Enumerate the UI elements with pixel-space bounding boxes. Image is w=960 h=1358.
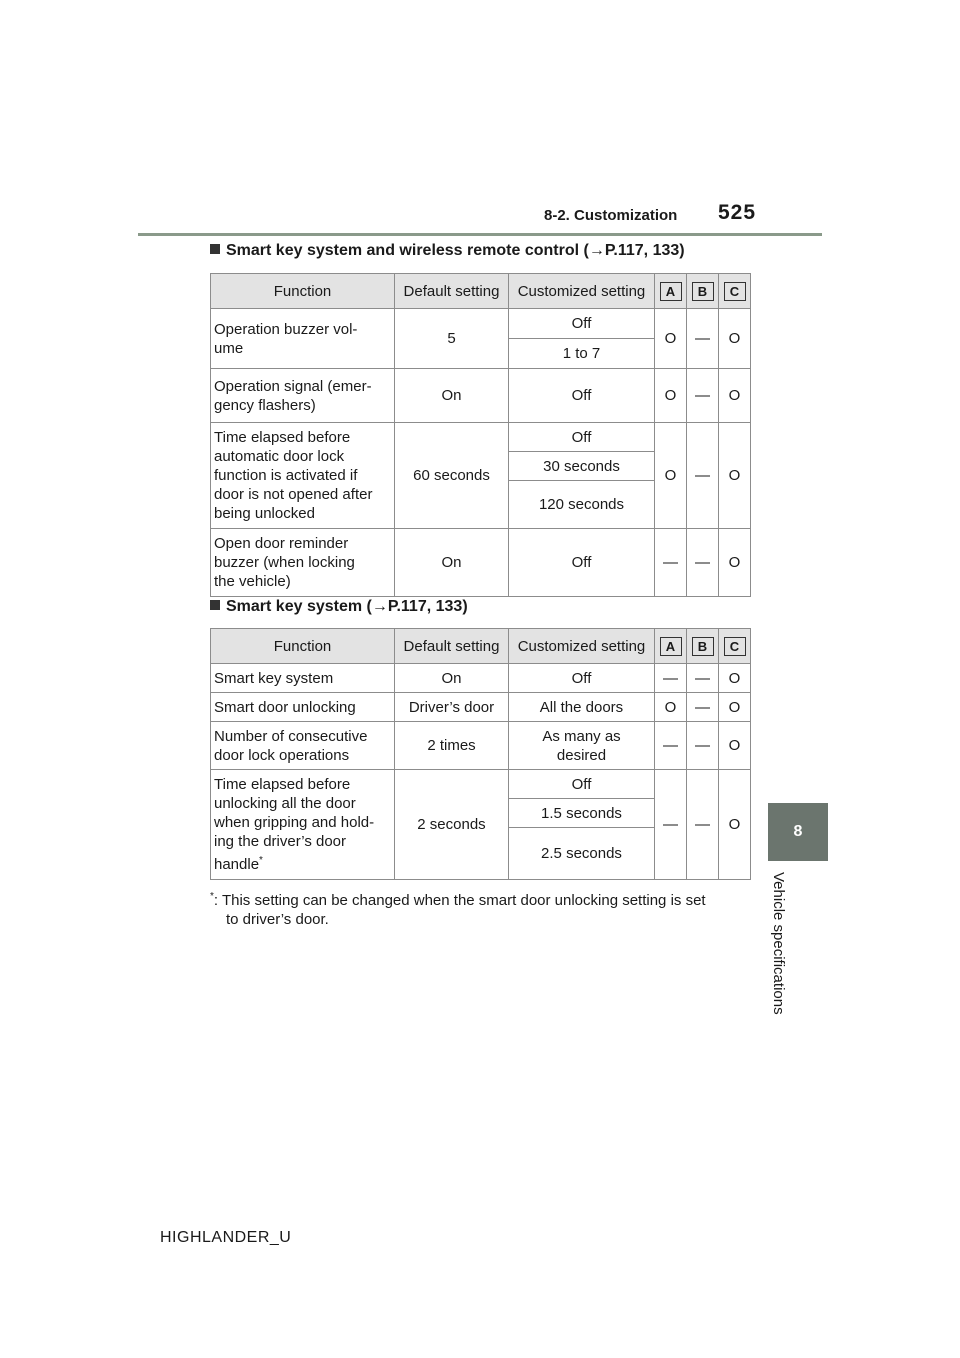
cell-default: 2 seconds (395, 770, 509, 880)
label-b-icon: B (692, 637, 714, 656)
cell-c: O (719, 309, 751, 369)
footnote-line-2: to driver’s door. (226, 911, 329, 928)
col-b (687, 274, 719, 309)
cell-default: 60 seconds (395, 423, 509, 529)
cell-c: O (719, 369, 751, 423)
chapter-tab (768, 803, 828, 861)
col-default: Default setting (395, 629, 509, 664)
cell-default: 2 times (395, 722, 509, 770)
cell-a: — (655, 664, 687, 693)
cell-option: Off (509, 423, 655, 452)
table-header-row (211, 274, 751, 309)
cell-default: On (395, 369, 509, 423)
col-default: Default setting (395, 274, 509, 309)
label-c-icon: C (724, 282, 746, 301)
cell-b: — (687, 369, 719, 423)
cell-c: O (719, 664, 751, 693)
cell-option: Off (509, 664, 655, 693)
cell-option: Off (509, 369, 655, 423)
cell-function: Time elapsed before automatic door lock function is activated if door is not opened after being unlocked (211, 423, 395, 529)
cell-function (211, 770, 395, 880)
cell-option: All the doors (509, 693, 655, 722)
section2-title (210, 598, 468, 616)
cell-default: Driver’s door (395, 693, 509, 722)
cell-option: Off (509, 529, 655, 597)
cell-option: 120 seconds (509, 481, 655, 529)
cell-b: — (687, 693, 719, 722)
cell-a: — (655, 722, 687, 770)
cell-b: — (687, 529, 719, 597)
footnote-marker: * (210, 891, 214, 902)
cell-function: Number of consecutive door lock operations (211, 722, 395, 770)
cell-a: — (655, 529, 687, 597)
table-row (211, 770, 751, 799)
footnote-text: : This setting can be changed when the smart door unlocking setting is set (213, 892, 706, 909)
cell-c: O (719, 693, 751, 722)
cell-default: 5 (395, 309, 509, 369)
cell-option: 30 seconds (509, 452, 655, 481)
cell-c: O (719, 423, 751, 529)
page-number: 525 (718, 201, 757, 224)
cell-b: — (687, 423, 719, 529)
section2-title-text: Smart key system (→P.117, 133) (226, 598, 468, 615)
cell-default: On (395, 664, 509, 693)
col-function: Function (211, 629, 395, 664)
cell-c: O (719, 529, 751, 597)
col-customized: Customized setting (509, 629, 655, 664)
bullet-square-icon (210, 600, 220, 610)
label-c-icon: C (724, 637, 746, 656)
footnote-marker: * (259, 855, 263, 866)
table-row (211, 722, 751, 770)
cell-default: On (395, 529, 509, 597)
cell-b: — (687, 664, 719, 693)
col-function: Function (211, 274, 395, 309)
table-row (211, 664, 751, 693)
table-row (211, 309, 751, 339)
col-customized: Customized setting (509, 274, 655, 309)
label-b-icon: B (692, 282, 714, 301)
section1-title (210, 242, 685, 260)
cell-option: 1.5 seconds (509, 799, 655, 828)
col-a (655, 629, 687, 664)
footnote-line-1 (210, 887, 750, 910)
cell-b: — (687, 770, 719, 880)
cell-b: — (687, 722, 719, 770)
table-header-row (211, 629, 751, 664)
cell-function: Operation signal (emer- gency flashers) (211, 369, 395, 423)
chapter-label (768, 872, 792, 1052)
cell-c: O (719, 722, 751, 770)
cell-function: Operation buzzer vol- ume (211, 309, 395, 369)
cell-a: — (655, 770, 687, 880)
table-row (211, 529, 751, 597)
chapter-label-text: Vehicle specifications (770, 872, 787, 1015)
footer-model: HIGHLANDER_U (160, 1229, 292, 1246)
cell-option: 1 to 7 (509, 339, 655, 369)
col-c (719, 629, 751, 664)
table-row (211, 693, 751, 722)
cell-a: O (655, 369, 687, 423)
cell-c: O (719, 770, 751, 880)
table-row (211, 423, 751, 452)
cell-function: Smart key system (211, 664, 395, 693)
cell-option: Off (509, 770, 655, 799)
section2-table (210, 628, 751, 880)
section-heading: 8-2. Customization (544, 207, 678, 224)
cell-function: Smart door unlocking (211, 693, 395, 722)
col-c (719, 274, 751, 309)
section1-table (210, 273, 751, 597)
col-a (655, 274, 687, 309)
label-a-icon: A (660, 637, 682, 656)
cell-function: Open door reminder buzzer (when locking the vehicle) (211, 529, 395, 597)
cell-a: O (655, 309, 687, 369)
cell-option: 2.5 seconds (509, 828, 655, 880)
chapter-number: 8 (793, 823, 803, 840)
cell-a: O (655, 693, 687, 722)
col-b (687, 629, 719, 664)
bullet-square-icon (210, 244, 220, 254)
cell-option: Off (509, 309, 655, 339)
header-divider (138, 233, 822, 236)
label-a-icon: A (660, 282, 682, 301)
cell-a: O (655, 423, 687, 529)
cell-option: As many as desired (509, 722, 655, 770)
cell-b: — (687, 309, 719, 369)
cell-function-text: Time elapsed before unlocking all the door when gripping and hold- ing the driver’s door handle (214, 776, 375, 873)
footnote (210, 887, 750, 929)
section1-title-text: Smart key system and wireless remote control (→P.117, 133) (226, 242, 685, 259)
table-row (211, 369, 751, 423)
